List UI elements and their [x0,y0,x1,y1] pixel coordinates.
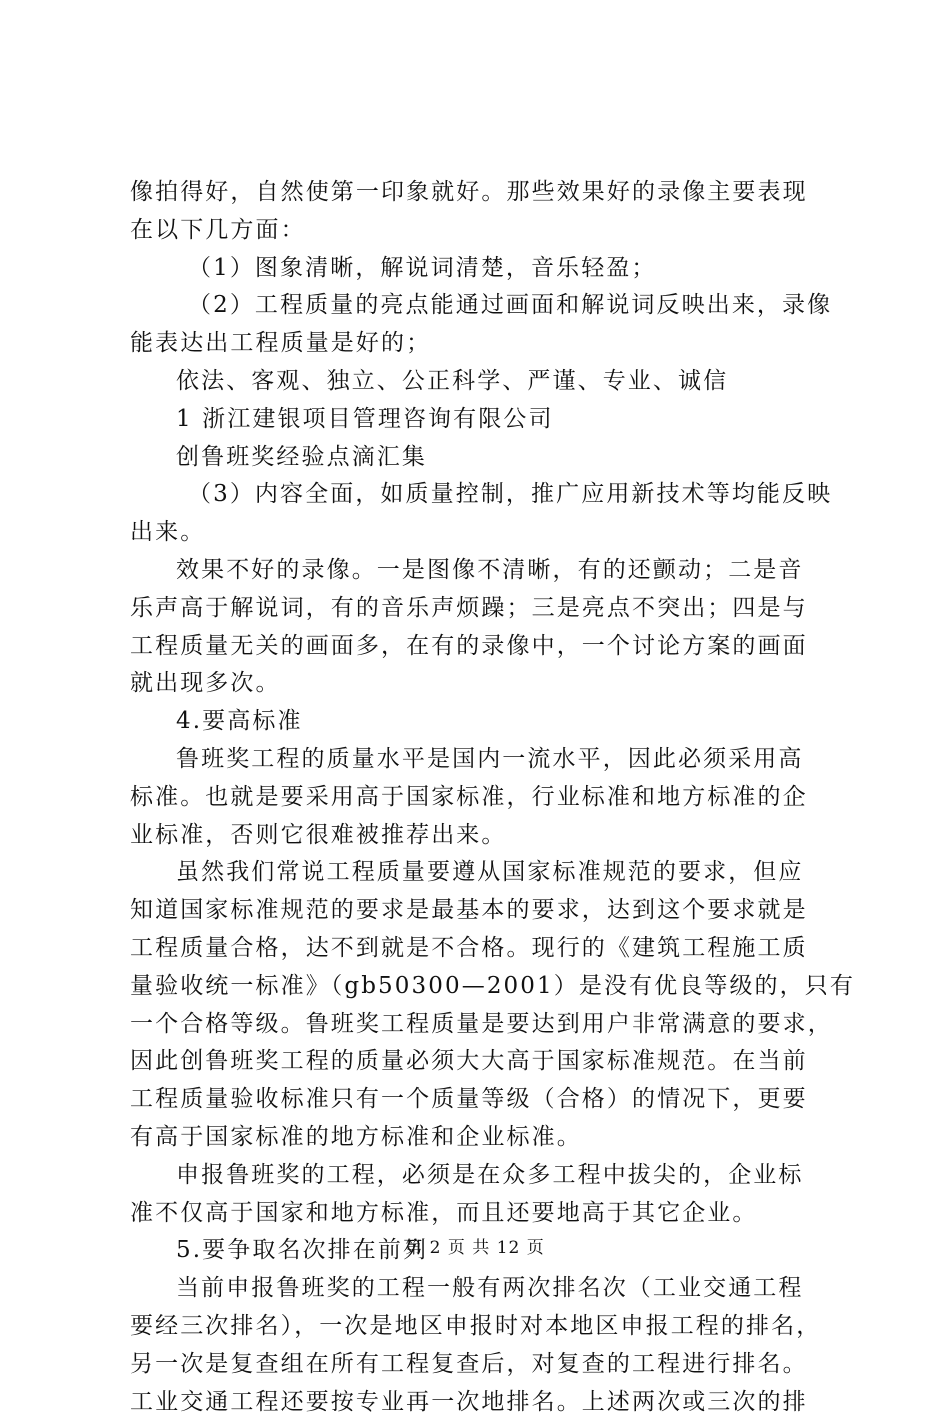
text-line: 创鲁班奖经验点滴汇集 [130,439,830,477]
text-line: 出来。 [130,514,830,552]
text-line: 量验收统一标准》（gb50300—2001）是没有优良等级的，只有 [130,968,830,1006]
section-heading: 4.要高标准 [130,703,830,741]
text-line: 在以下几方面： [130,212,830,250]
text-line: 业标准，否则它很难被推荐出来。 [130,817,830,855]
text-line: 工程质量验收标准只有一个质量等级（合格）的情况下，更要 [130,1081,830,1119]
text-line: 工程质量合格，达不到就是不合格。现行的《建筑工程施工质 [130,930,830,968]
text-line: 虽然我们常说工程质量要遵从国家标准规范的要求，但应 [130,854,830,892]
text-line: （3）内容全面，如质量控制，推广应用新技术等均能反映 [130,476,830,514]
text-line: 依法、客观、独立、公正科学、严谨、专业、诚信 [130,363,830,401]
page-number-footer: 第 2 页 共 12 页 [0,1236,950,1260]
text-line: 另一次是复查组在所有工程复查后，对复查的工程进行排名。 [130,1346,830,1384]
text-line: 鲁班奖工程的质量水平是国内一流水平，因此必须采用高 [130,741,830,779]
section-heading: 5.要争取名次排在前列 [130,1232,830,1270]
text-line: 当前申报鲁班奖的工程一般有两次排名次（工业交通工程 [130,1270,830,1308]
text-line: 就出现多次。 [130,665,830,703]
text-line: （2）工程质量的亮点能通过画面和解说词反映出来，录像 [130,287,830,325]
text-line: 工程质量无关的画面多，在有的录像中，一个讨论方案的画面 [130,628,830,666]
text-line: （1）图象清晰，解说词清楚，音乐轻盈； [130,250,830,288]
body-text [130,174,830,1421]
text-line: 有高于国家标准的地方标准和企业标准。 [130,1119,830,1157]
text-line: 申报鲁班奖的工程，必须是在众多工程中拔尖的，企业标 [130,1157,830,1195]
text-line: 因此创鲁班奖工程的质量必须大大高于国家标准规范。在当前 [130,1043,830,1081]
text-line: 一个合格等级。鲁班奖工程质量是要达到用户非常满意的要求， [130,1006,830,1044]
text-line: 乐声高于解说词，有的音乐声烦躁；三是亮点不突出；四是与 [130,590,830,628]
text-line: 效果不好的录像。一是图像不清晰，有的还颤动；二是音 [130,552,830,590]
text-line: 知道国家标准规范的要求是最基本的要求，达到这个要求就是 [130,892,830,930]
text-line: 1 浙江建银项目管理咨询有限公司 [130,401,830,439]
text-line: 要经三次排名），一次是地区申报时对本地区申报工程的排名， [130,1308,830,1346]
text-line: 能表达出工程质量是好的； [130,325,830,363]
text-line: 标准。也就是要采用高于国家标准，行业标准和地方标准的企 [130,779,830,817]
text-line: 准不仅高于国家和地方标准，而且还要地高于其它企业。 [130,1195,830,1233]
text-line: 工业交通工程还要按专业再一次地排名。上述两次或三次的排 [130,1384,830,1421]
text-line: 像拍得好，自然使第一印象就好。那些效果好的录像主要表现 [130,174,830,212]
